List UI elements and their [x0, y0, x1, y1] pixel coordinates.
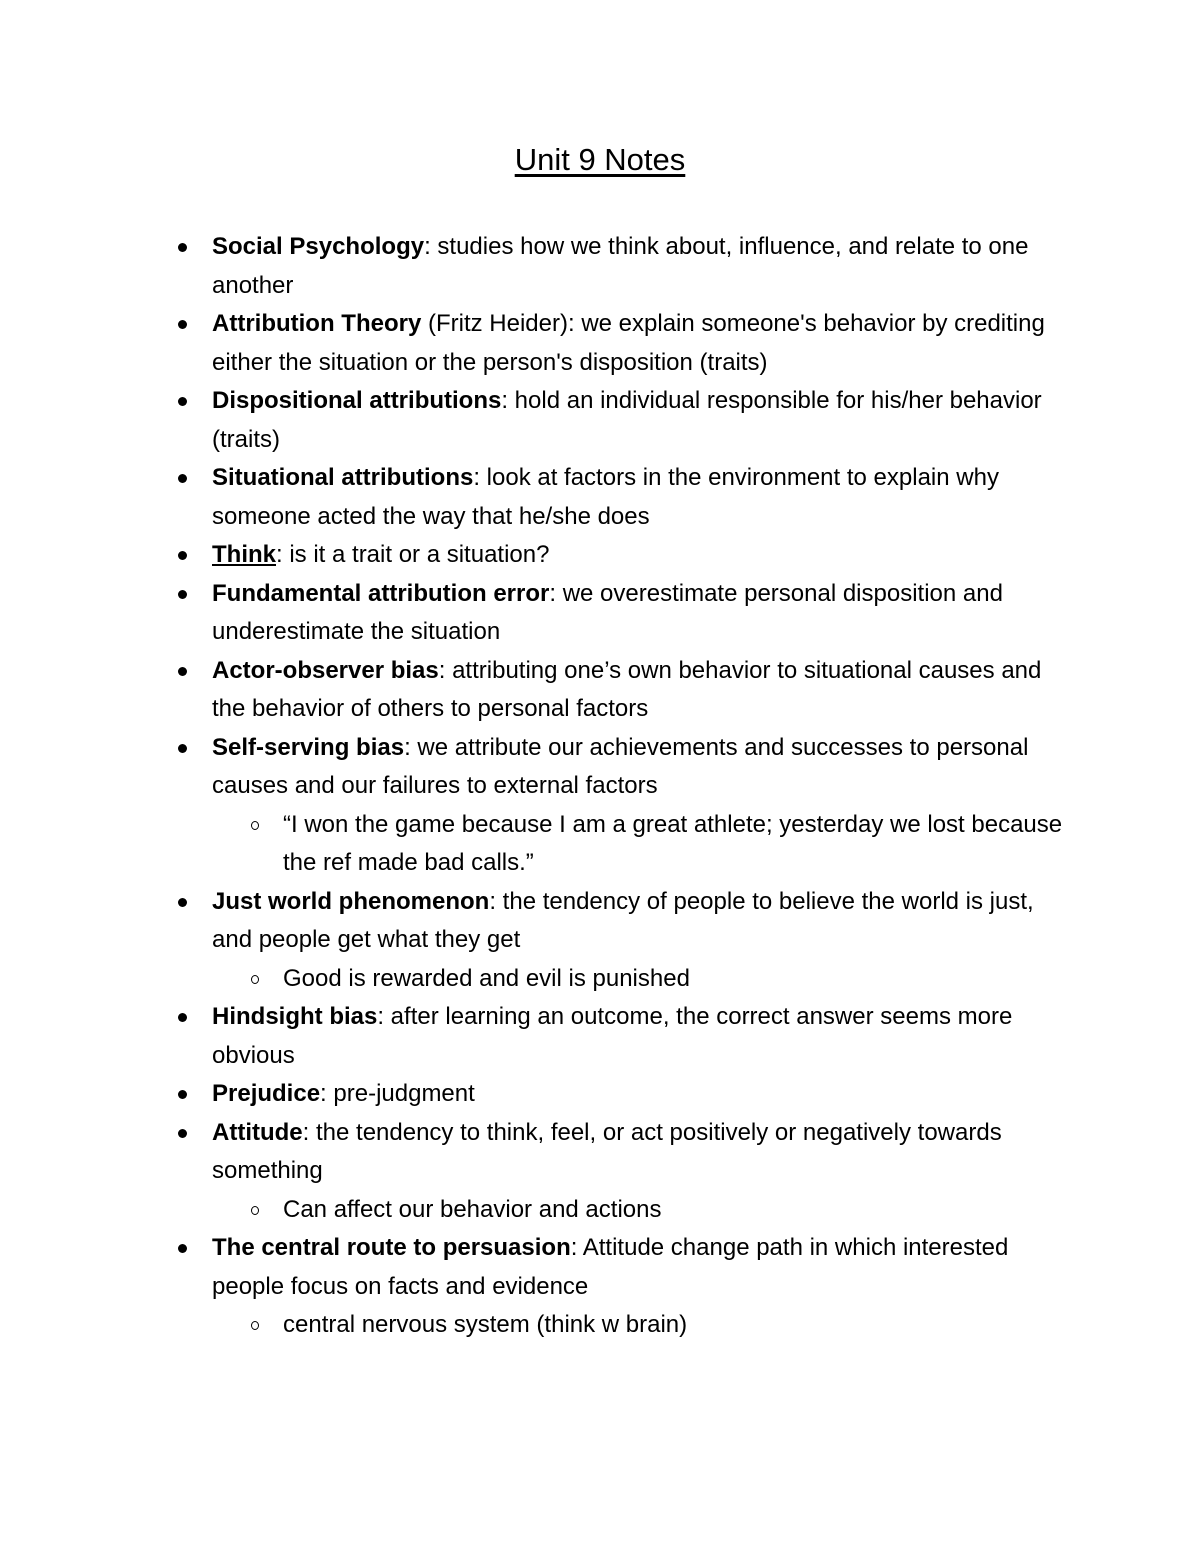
- filled-bullet-icon: [178, 474, 187, 483]
- definition: : hold an individual responsible for his/her behavior (traits): [212, 387, 1042, 453]
- hollow-bullet-icon: [251, 1321, 259, 1330]
- sub-item-text: Can affect our behavior and actions: [283, 1195, 662, 1223]
- term: Fundamental attribution error: [212, 579, 550, 607]
- definition: : pre-judgment: [320, 1080, 475, 1107]
- definition: : attributing one’s own behavior to situational causes and the behavior of others to personal factors: [212, 656, 1042, 722]
- filled-bullet-icon: [178, 1244, 187, 1253]
- definition: : the tendency of people to believe the world is just, and people get what they get: [212, 887, 1034, 953]
- term: Attitude: [212, 1118, 303, 1146]
- definition: : we attribute our achievements and successes to personal causes and our failures to external factors: [212, 733, 1029, 799]
- filled-bullet-icon: [178, 590, 187, 599]
- list-item: [0, 883, 1200, 960]
- term: Social Psychology: [212, 233, 425, 260]
- definition: : after learning an outcome, the correct answer seems more obvious: [212, 1003, 1013, 1069]
- definition: : is it a trait or a situation?: [276, 541, 550, 568]
- filled-bullet-icon: [178, 397, 187, 406]
- list-item: [0, 382, 1200, 459]
- filled-bullet-icon: [178, 1090, 187, 1099]
- list-item: [0, 1229, 1200, 1306]
- filled-bullet-icon: [178, 551, 187, 560]
- list-item: [0, 652, 1200, 729]
- filled-bullet-icon: [178, 243, 187, 252]
- definition: : studies how we think about, influence, and relate to one another: [212, 233, 1029, 299]
- sub-item-text: central nervous system (think w brain): [283, 1311, 688, 1338]
- sub-list-item: [0, 1191, 1200, 1230]
- definition: : Attitude change path in which interested people focus on facts and evidence: [212, 1234, 1009, 1300]
- list-item: [0, 998, 1200, 1075]
- filled-bullet-icon: [178, 667, 187, 676]
- list-item: [0, 305, 1200, 382]
- list-item: [0, 1075, 1200, 1114]
- sub-item-text: “I won the game because I am a great athlete; yesterday we lost because the ref made bad calls.”: [283, 810, 1063, 876]
- term: Dispositional attributions: [212, 387, 502, 414]
- sub-list-item: [0, 1306, 1200, 1345]
- filled-bullet-icon: [178, 320, 187, 329]
- sub-list-item: [0, 806, 1200, 883]
- term: Self-serving bias: [212, 733, 405, 761]
- term: Think: [212, 541, 276, 568]
- list-item: [0, 575, 1200, 652]
- page-title: Unit 9 Notes: [514, 142, 686, 177]
- filled-bullet-icon: [178, 898, 187, 907]
- filled-bullet-icon: [178, 1013, 187, 1022]
- list-item: [0, 729, 1200, 806]
- list-item: [0, 536, 1200, 575]
- definition: : look at factors in the environment to explain why someone acted the way that he/she does: [212, 464, 999, 530]
- definition: (Fritz Heider): we explain someone's behavior by crediting either the situation or the person's disposition (traits): [212, 310, 1045, 376]
- list-item: [0, 1114, 1200, 1191]
- term: Actor-observer bias: [212, 656, 439, 684]
- sub-list-item: [0, 960, 1200, 999]
- definition: : we overestimate personal disposition and underestimate the situation: [212, 579, 1003, 645]
- hollow-bullet-icon: [251, 975, 259, 984]
- term: The central route to persuasion: [212, 1234, 571, 1261]
- hollow-bullet-icon: [251, 821, 259, 830]
- list-item: [0, 228, 1200, 305]
- term: Attribution Theory: [212, 310, 422, 337]
- term: Situational attributions: [212, 464, 474, 491]
- filled-bullet-icon: [178, 744, 187, 753]
- list-item: [0, 459, 1200, 536]
- term: Just world phenomenon: [212, 887, 490, 915]
- term: Hindsight bias: [212, 1003, 378, 1030]
- sub-item-text: Good is rewarded and evil is punished: [283, 964, 690, 992]
- filled-bullet-icon: [178, 1129, 187, 1138]
- hollow-bullet-icon: [251, 1206, 259, 1215]
- definition: : the tendency to think, feel, or act positively or negatively towards something: [212, 1118, 1002, 1184]
- notes-list: [0, 228, 1200, 1345]
- term: Prejudice: [212, 1080, 321, 1107]
